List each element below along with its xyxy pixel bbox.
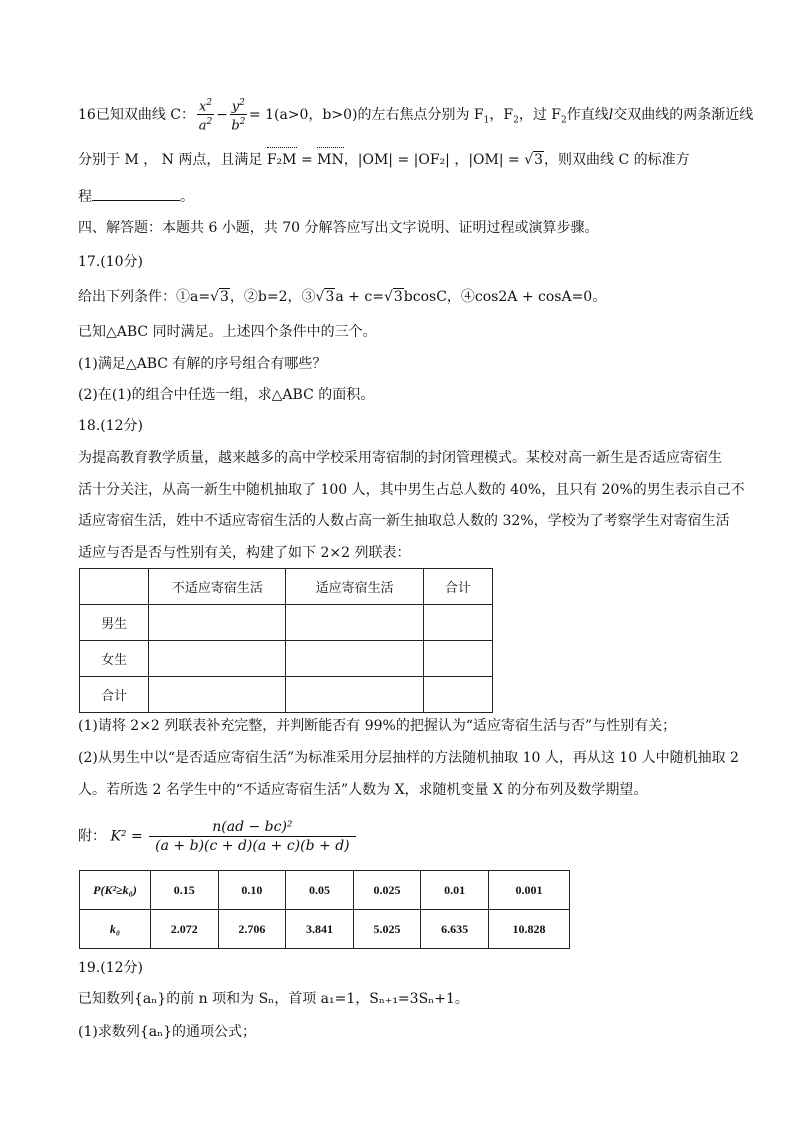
sup: 2 — [239, 117, 246, 128]
p-value-cell: 0.15 — [151, 871, 219, 910]
contingency-table — [79, 568, 493, 713]
row-label: P(K²≥k₀) — [80, 871, 151, 910]
q17-head: 17.(10分) — [78, 254, 144, 270]
q16-text: 程 — [78, 189, 92, 205]
table-cell[interactable] — [423, 605, 492, 641]
p-value-cell: 0.025 — [353, 871, 421, 910]
p-value-cell: 0.001 — [488, 871, 569, 910]
answer-blank[interactable] — [92, 186, 180, 201]
table-row — [80, 910, 570, 949]
radicand: 3 — [393, 289, 403, 305]
q16-text: ，F — [489, 106, 514, 123]
row-label: 男生 — [80, 605, 149, 641]
q18-part2b: 人。若所选 2 名学生中的“不适应寄宿生活”人数为 X，求随机变量 X 的分布列及数学期望。 — [78, 782, 648, 798]
q17-conditions — [78, 287, 606, 307]
formula-lhs: K² = — [110, 828, 143, 845]
q16-text: ，过 F — [518, 106, 562, 123]
q19-part1: (1)求数列{aₙ}的通项公式； — [78, 1024, 257, 1040]
sup: 2 — [206, 117, 213, 128]
table-cell[interactable] — [286, 677, 423, 713]
table-row — [80, 677, 493, 713]
fraction-y2-b2 — [230, 96, 247, 134]
q16-text: 作直线 — [566, 106, 609, 123]
q16-line-var: l — [608, 106, 614, 123]
table-header-cell: 不适应寄宿生活 — [149, 569, 286, 605]
sub: 2 — [561, 115, 567, 126]
q17-text: bcosC，④cos2A + cosA=0。 — [403, 289, 607, 305]
q17-text: a + c= — [335, 289, 384, 305]
k-value-cell: 10.828 — [488, 910, 569, 949]
q16-text: 。 — [180, 189, 194, 205]
frac-num: y — [231, 99, 240, 115]
q17-line2: 已知△ABC 同时满足。上述四个条件中的三个。 — [78, 324, 377, 340]
row-label: 女生 — [80, 641, 149, 677]
table-header-cell: 合计 — [423, 569, 492, 605]
radicand: 3 — [534, 152, 544, 168]
p-value-cell: 0.10 — [218, 871, 286, 910]
table-header-cell — [80, 569, 149, 605]
table-cell[interactable] — [423, 641, 492, 677]
table-cell[interactable] — [149, 641, 286, 677]
q17-text: 给出下列条件：①a= — [78, 289, 211, 305]
table-cell[interactable] — [149, 605, 286, 641]
row-label: 合计 — [80, 677, 149, 713]
p-value-cell: 0.01 — [421, 871, 489, 910]
q18-para2: 活十分关注，从高一新生中随机抽取了 100 人，其中男生占总人数的 40%，且只有 20%的男生表示自己不 — [78, 482, 745, 498]
frac-den: b — [231, 118, 240, 134]
q16-text: 交双曲线的两条渐近线 — [613, 106, 754, 123]
formula-numerator: n(ad − bc)² — [149, 818, 355, 837]
q18-part2a: (2)从男生中以“是否适应寄宿生活”为标准采用分层抽样的方法随机抽取 10 人，再从这 10 人中随机抽取 2 — [78, 750, 739, 766]
sub: 2 — [513, 115, 519, 126]
frac-den: a — [198, 118, 207, 134]
q16-text: 16已知双曲线 C： — [78, 106, 195, 123]
q18-para4: 适应与否是否与性别有关，构建了如下 2×2 列联表： — [78, 545, 411, 561]
frac-num: x — [198, 99, 207, 115]
table-row — [80, 871, 570, 910]
formula-fraction — [149, 818, 355, 855]
q17-text: ，②b=2，③ — [229, 289, 316, 305]
q18-para1: 为提高教育教学质量，越来越多的高中学校采用寄宿制的封闭管理模式。某校对高一新生是否适应寄宿生 — [78, 450, 722, 466]
q18-para3: 适应寄宿生活，姓中不适应寄宿生活的人数占高一新生抽取总人数的 32%，学校为了考察学生对寄宿生活 — [78, 513, 730, 529]
sup: 2 — [206, 98, 213, 108]
q19-head: 19.(12分) — [78, 960, 144, 976]
q16-line3 — [78, 186, 194, 207]
q18-part1: (1)请将 2×2 列联表补充完整，并判断能否有 99%的把握认为“适应寄宿生活与否”与性别有关； — [78, 718, 677, 734]
appendix-label: 附： — [78, 828, 106, 845]
formula-denominator: (a + b)(c + d)(a + c)(b + d) — [155, 838, 350, 854]
section-heading: 四、解答题：本题共 6 小题，共 70 分解答应写出文字说明、证明过程或演算步骤。 — [78, 220, 599, 236]
k-value-cell: 2.706 — [218, 910, 286, 949]
table-header-row — [80, 569, 493, 605]
chi-square-formula — [78, 818, 358, 855]
sqrt-3: √3 — [315, 289, 335, 305]
fraction-x2-a2 — [197, 96, 214, 134]
k-value-cell: 3.841 — [286, 910, 354, 949]
q17-part1: (1)满足△ABC 有解的序号组合有哪些？ — [78, 356, 327, 372]
radicand: 3 — [325, 289, 335, 305]
critical-value-table — [79, 870, 570, 949]
q16-text: 分别于 M ， N 两点，且满足 — [78, 152, 263, 168]
k-value-cell: 6.635 — [421, 910, 489, 949]
q16-line1: 16已知双曲线 C： $\frac{x^2}{a^2}$ − $\frac{y^2}{b^2}$ = 1(a>0，b>0)的左右焦点分别为 $F_1$，$F_2$，过 $F_2$作直线l交双曲线的两条渐近线 — [78, 98, 754, 134]
q19-line1: 已知数列{aₙ}的前 n 项和为 Sₙ，首项 a₁=1，Sₙ₊₁=3Sₙ+1。 — [78, 991, 469, 1007]
q17-part2: (2)在(1)的组合中任选一组，求△ABC 的面积。 — [78, 387, 375, 403]
table-row — [80, 641, 493, 677]
q16-text: ，|OM| = |OF₂| ，|OM| = — [343, 152, 520, 168]
sup: 2 — [239, 98, 245, 108]
q18-head: 18.(12分) — [78, 418, 144, 434]
table-cell[interactable] — [286, 641, 423, 677]
vector-f2m: F₂M — [266, 152, 297, 168]
row-label: k₀ — [80, 910, 151, 949]
k-value-cell: 5.025 — [353, 910, 421, 949]
vector-mn: MN — [317, 152, 344, 168]
q16-text: ，则双曲线 C 的标准方 — [544, 152, 690, 168]
sqrt-3: √3 — [383, 289, 403, 305]
table-header-cell: 适应寄宿生活 — [286, 569, 423, 605]
sub: 1 — [483, 115, 490, 126]
table-cell[interactable] — [286, 605, 423, 641]
k-value-cell: 2.072 — [151, 910, 219, 949]
table-cell[interactable] — [149, 677, 286, 713]
q16-text: = 1(a>0，b>0)的左右焦点分别为 F — [248, 106, 484, 123]
table-cell[interactable] — [423, 677, 492, 713]
radicand: 3 — [220, 289, 229, 305]
table-row — [80, 605, 493, 641]
sqrt-3: √3 — [524, 152, 544, 168]
equals: = — [300, 152, 313, 168]
sqrt-3: √3 — [210, 289, 229, 305]
q16-line2 — [78, 150, 690, 170]
p-value-cell: 0.05 — [286, 871, 354, 910]
